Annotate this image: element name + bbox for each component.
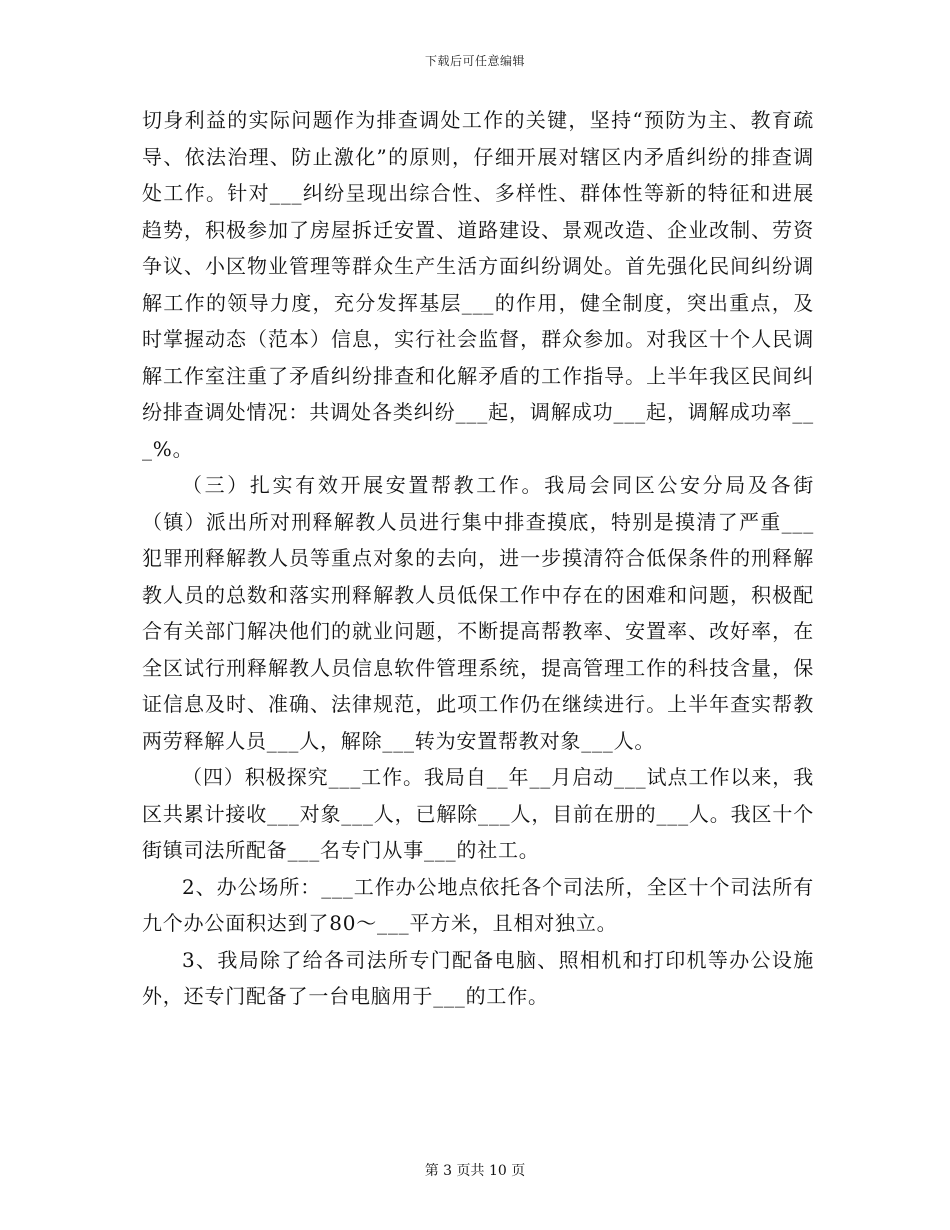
paragraph-resettlement-assistance: （三）扎实有效开展安置帮教工作。我局会同区公安分局及各街（镇）派出所对刑释解教人员进行集中排查摸底，特别是摸清了严重___犯罪刑释解教人员等重点对象的去向，进一步摸清符合低保条件的刑释解教人员的总数和落实刑释解教人员低保工作中存在的困难和问题，积极配合有关部门解决他们的就业问题，不断提高帮教率、安置率、改好率，在全区试行刑释解教人员信息软件管理系统，提高管理工作的科技含量，保证信息及时、准确、法律规范，此项工作仍在继续进行。上半年查实帮教两劳释解人员___人，解除___转为安置帮教对象___人。 (142, 473, 814, 753)
page-number: 第 3 页共 10 页 (424, 1163, 526, 1179)
document-body (142, 102, 814, 1015)
paragraph-office-premises: 2、办公场所：___工作办公地点依托各个司法所，全区十个司法所有九个办公面积达到了80～___平方米，且相对独立。 (142, 874, 814, 935)
page-header-note: 下载后可任意编辑 (424, 54, 525, 68)
paragraph-exploration-work: （四）积极探究___工作。我局自__年__月启动___试点工作以来，我区共累计接收___对象___人，已解除___人，目前在册的___人。我区十个街镇司法所配备___名专门从事___的社工。 (142, 765, 814, 862)
paragraph-dispute-mediation: 切身利益的实际问题作为排查调处工作的关键，坚持“预防为主、教育疏导、依法治理、防止激化”的原则，仔细开展对辖区内矛盾纠纷的排查调处工作。针对___纠纷呈现出综合性、多样性、群体性等新的特征和进展趋势，积极参加了房屋拆迁安置、道路建设、景观改造、企业改制、劳资争议、小区物业管理等群众生产生活方面纠纷调处。首先强化民间纠纷调解工作的领导力度，充分发挥基层___的作用，健全制度，突出重点，及时掌握动态（范本）信息，实行社会监督，群众参加。对我区十个人民调解工作室注重了矛盾纠纷排查和化解矛盾的工作指导。上半年我区民间纠纷排查调处情况：共调处各类纠纷___起，调解成功___起，调解成功率___%。 (142, 108, 814, 461)
paragraph-office-equipment: 3、我局除了给各司法所专门配备电脑、照相机和打印机等办公设施外，还专门配备了一台电脑用于___的工作。 (142, 947, 814, 1008)
